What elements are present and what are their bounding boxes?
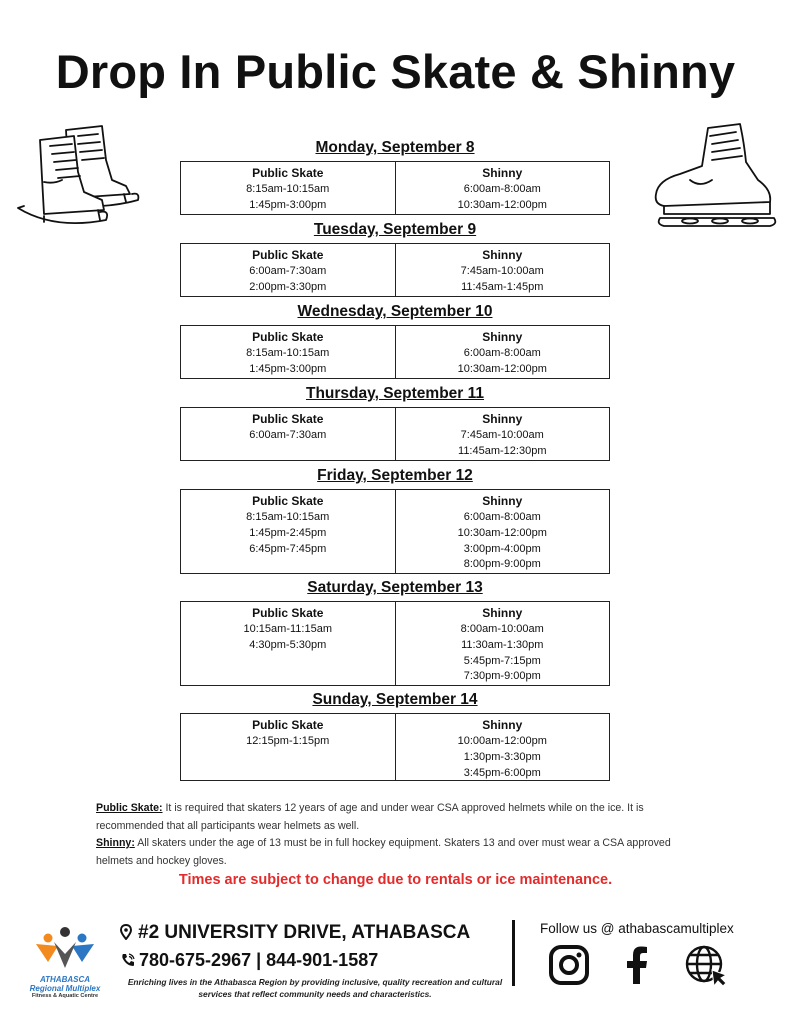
public-skate-column	[181, 714, 395, 780]
footer-divider	[512, 920, 515, 986]
day-title: Tuesday, September 9	[313, 221, 477, 238]
hockey-skate-icon	[650, 122, 780, 232]
shinny-column	[395, 490, 610, 573]
day-title: Friday, September 12	[317, 467, 473, 484]
multiplex-logo	[24, 924, 106, 1000]
schedule-table	[180, 161, 610, 215]
column-header: Public Skate	[252, 412, 324, 426]
column-header: Public Skate	[252, 248, 324, 262]
time-slot: 12:15pm-1:15pm	[246, 735, 330, 747]
column-header: Public Skate	[252, 166, 324, 180]
time-slot: 11:45am-12:30pm	[458, 444, 547, 457]
public-skate-column	[181, 244, 395, 296]
note-text: All skaters under the age of 13 must be in full hockey equipment. Skaters 13 and over must wear a CSA approved helmets and hockey gloves.	[96, 837, 671, 867]
schedule-change-warning: Times are subject to change due to rentals or ice maintenance.	[178, 872, 613, 888]
day-title: Thursday, September 11	[305, 385, 485, 402]
shinny-column	[395, 602, 610, 685]
time-slot: 1:30pm-3:30pm	[463, 750, 541, 763]
day-schedule-monday	[180, 138, 610, 215]
note-text: It is required that skaters 12 years of age and under wear CSA approved helmets while on the ice. It is recommended that all participants wear helmets as well.	[96, 802, 644, 832]
address-text: #2 UNIVERSITY DRIVE, ATHABASCA	[138, 922, 471, 943]
column-header: Public Skate	[252, 718, 324, 732]
public-skate-column	[181, 602, 395, 685]
location-pin-icon	[120, 924, 132, 940]
note-label: Public Skate:	[96, 802, 163, 814]
time-slot: 11:45am-1:45pm	[461, 280, 544, 293]
column-header: Shinny	[482, 718, 523, 732]
time-slot: 10:30am-12:00pm	[457, 198, 547, 211]
column-header: Public Skate	[252, 330, 324, 344]
time-slot: 1:45pm-2:45pm	[249, 526, 327, 539]
logo-subtitle: Fitness & Aquatic Centre	[31, 993, 99, 999]
day-schedule-sunday	[180, 690, 610, 781]
column-header: Public Skate	[252, 606, 324, 620]
time-slot: 8:15am-10:15am	[246, 183, 330, 195]
time-slot: 1:45pm-3:00pm	[249, 198, 327, 211]
day-schedule-wednesday	[180, 302, 610, 379]
follow-us-text: Follow us @ athabascamultiplex	[540, 921, 734, 936]
day-title: Sunday, September 14	[312, 691, 478, 708]
schedule-table	[180, 243, 610, 297]
time-slot: 7:45am-10:00am	[460, 429, 544, 441]
public-skate-column	[181, 490, 395, 573]
facebook-icon[interactable]	[622, 944, 652, 986]
column-header: Shinny	[482, 606, 523, 620]
time-slot: 7:30pm-9:00pm	[463, 670, 541, 683]
globe-icon[interactable]	[684, 944, 728, 988]
time-slot: 11:30am-1:30pm	[461, 638, 544, 651]
day-title: Wednesday, September 10	[297, 303, 493, 320]
public-skate-column	[181, 408, 395, 460]
time-slot: 6:00am-8:00am	[463, 183, 541, 195]
shinny-note	[96, 835, 696, 870]
note-label: Shinny:	[96, 837, 135, 849]
time-slot: 6:00am-8:00am	[463, 347, 541, 359]
day-schedule-tuesday	[180, 220, 610, 297]
public-skate-note	[96, 800, 696, 835]
logo-figures-icon	[30, 924, 100, 970]
time-slot: 8:15am-10:15am	[246, 511, 330, 523]
time-slot: 6:45pm-7:45pm	[249, 542, 327, 555]
time-slot: 3:45pm-6:00pm	[463, 766, 541, 779]
time-slot: 8:15am-10:15am	[246, 347, 330, 359]
day-schedule-friday	[180, 466, 610, 574]
time-slot: 5:45pm-7:15pm	[463, 654, 541, 667]
time-slot: 10:30am-12:00pm	[457, 526, 547, 539]
time-slot: 1:45pm-3:00pm	[249, 362, 327, 375]
schedule-table	[180, 601, 610, 686]
time-slot: 8:00am-10:00am	[460, 623, 544, 635]
time-slot: 6:00am-7:30am	[249, 265, 327, 277]
column-header: Shinny	[482, 166, 523, 180]
time-slot: 4:30pm-5:30pm	[249, 638, 327, 651]
schedule-table	[180, 713, 610, 781]
time-slot: 6:00am-8:00am	[463, 511, 541, 523]
instagram-icon[interactable]	[548, 944, 590, 986]
public-skate-column	[181, 162, 395, 214]
day-schedule-thursday	[180, 384, 610, 461]
column-header: Shinny	[482, 330, 523, 344]
column-header: Shinny	[482, 248, 523, 262]
shinny-column	[395, 162, 610, 214]
address	[120, 922, 470, 944]
phone-text: 780-675-2967 | 844-901-1587	[139, 950, 379, 970]
time-slot: 2:00pm-3:30pm	[249, 280, 327, 293]
mission-tagline: Enriching lives in the Athabasca Region by providing inclusive, quality recreation and cultural services that reflect community needs and characteristics.	[127, 977, 503, 999]
page-title: Drop In Public Skate & Shinny	[55, 45, 736, 98]
rules-notes	[96, 800, 696, 870]
public-skate-column	[181, 326, 395, 378]
figure-skates-icon	[14, 122, 144, 232]
shinny-column	[395, 326, 610, 378]
time-slot: 6:00am-7:30am	[249, 429, 327, 441]
time-slot: 10:15am-11:15am	[243, 623, 332, 635]
shinny-column	[395, 408, 610, 460]
day-title: Monday, September 8	[315, 139, 475, 156]
day-title: Saturday, September 13	[307, 579, 483, 596]
time-slot: 10:30am-12:00pm	[457, 362, 547, 375]
phone-icon	[120, 952, 136, 968]
column-header: Shinny	[482, 412, 523, 426]
column-header: Public Skate	[252, 494, 324, 508]
shinny-column	[395, 714, 610, 780]
shinny-column	[395, 244, 610, 296]
schedule-table	[180, 407, 610, 461]
time-slot: 3:00pm-4:00pm	[463, 542, 541, 555]
time-slot: 7:45am-10:00am	[460, 265, 544, 277]
logo-name: ATHABASCA	[39, 975, 91, 984]
time-slot: 8:00pm-9:00pm	[463, 558, 541, 571]
time-slot: 10:00am-12:00pm	[457, 735, 547, 747]
schedule-table	[180, 325, 610, 379]
logo-name-2: Regional Multiplex	[29, 984, 101, 993]
column-header: Shinny	[482, 494, 523, 508]
phone-numbers	[120, 950, 378, 971]
day-schedule-saturday	[180, 578, 610, 686]
schedule-table	[180, 489, 610, 574]
